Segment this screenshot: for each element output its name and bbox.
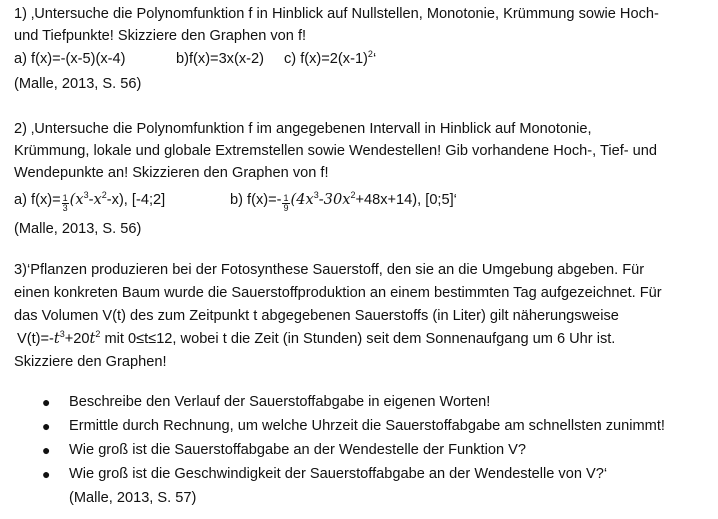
task1-function-a: a) f(x)=-(x-5)(x-4): [14, 51, 126, 67]
task1-text-line2: und Tiefpunkte! Skizziere den Graphen von f!: [14, 28, 307, 44]
task3-bullet-2: Ermittle durch Rechnung, um welche Uhrzeit die Sauerstoffabgabe am schnellsten zunimmt!: [69, 418, 665, 434]
task2-function-b: b) f(x)=- $\frac{1}{9}$ $(4x^3-30x^2+48x+14)$, [0;5]‘: [230, 190, 457, 213]
task2-function-a: a) f(x)= $\frac{1}{3}$ $(x^3-x^2-x)$, [-4;2]: [14, 190, 166, 213]
task2-text-line1: 2) ‚Untersuche die Polynomfunktion f im angegebenen Intervall in Hinblick auf Monotonie,: [14, 121, 592, 137]
task3-bullet-3: Wie groß ist die Sauerstoffabgabe an der Wendestelle der Funktion V?: [69, 442, 526, 458]
task3-text-line1: 3)‘Pflanzen produzieren bei der Fotosynthese Sauerstoff, den sie an die Umgebung abgeben. Für: [14, 262, 645, 278]
task1-text-line1: 1) ‚Untersuche die Polynomfunktion f in Hinblick auf Nullstellen, Monotonie, Krümmung sowie Hoch-: [14, 6, 659, 22]
task2-text-line3: Wendepunkte an! Skizzieren den Graphen von f!: [14, 165, 329, 181]
task1-source: (Malle, 2013, S. 56): [14, 76, 142, 92]
bullet-icon: ●: [42, 442, 51, 458]
fraction-one-third: $\frac{1}{3}$: [62, 193, 68, 213]
task1-functions-row: [14, 49, 377, 69]
task3-formula-line: $V(t)=-t^3+20t^2$ mit 0≤t≤12, wobei t die Zeit (in Stunden) seit dem Sonnenaufgang um 6 Uhr ist.: [17, 329, 616, 347]
task2-text-line2: Krümmung, lokale und globale Extremstellen sowie Wendestellen! Gib vorhandene Hoch-, Tief- und: [14, 143, 658, 159]
task1-function-c: c) $f(x)=2(x-1)^2‘$: [284, 49, 377, 67]
bullet-icon: ●: [42, 466, 51, 482]
task3-bullet-4: Wie groß ist die Geschwindigkeit der Sauerstoffabgabe an der Wendestelle von V?‘: [69, 466, 608, 482]
task3-source: (Malle, 2013, S. 57): [69, 490, 197, 506]
bullet-icon: ●: [42, 418, 51, 434]
task1-function-b: b)f(x)=3x(x-2): [176, 51, 264, 67]
task2-functions-row: [14, 190, 457, 213]
task3-text-line3: das Volumen V(t) des zum Zeitpunkt t abgegebenen Sauerstoffs (in Liter) gilt näherungsweise: [14, 308, 619, 324]
fraction-one-ninth: $\frac{1}{9}$: [283, 193, 289, 213]
task3-text-line5: Skizziere den Graphen!: [14, 354, 167, 370]
task3-text-line2: einen konkreten Baum wurde die Sauerstoffproduktion an einem bestimmten Tag aufgezeichnet. Für: [14, 285, 662, 301]
task3-bullet-1: Beschreibe den Verlauf der Sauerstoffabgabe in eigenen Worten!: [69, 394, 491, 410]
task2-source: (Malle, 2013, S. 56): [14, 221, 142, 237]
bullet-icon: ●: [42, 394, 51, 410]
